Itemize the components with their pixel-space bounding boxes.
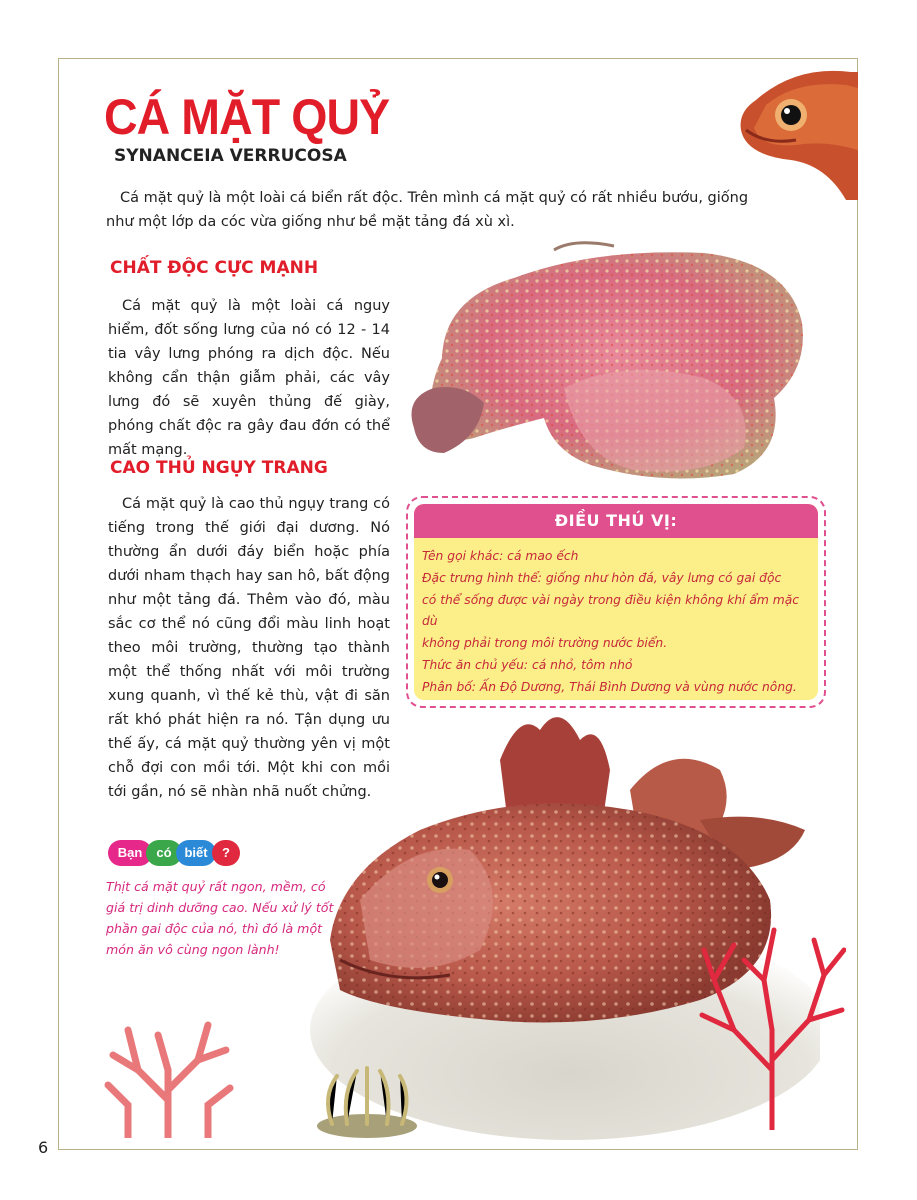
question-mark-icon: ? xyxy=(212,840,240,866)
fact-line: Phân bố: Ấn Độ Dương, Thái Bình Dương và vùng nước nông. xyxy=(422,679,797,694)
stonefish-image-top xyxy=(404,238,808,484)
badge-word: có xyxy=(146,840,182,866)
section-text-camouflage: Cá mặt quỷ là cao thủ ngụy trang có tiếng trong thế giới đại dương. Nó thường ẩn dưới đáy biển hoặc phía dưới nham thạch hay san hô, bất động như một tảng đá. Thêm vào đó, màu sắc cơ thể nó cũng đổi màu linh hoạt theo môi trường, thường tạo thành một thể thống nhất với môi trường xung quanh, vì thế kẻ thù, vật đi săn rất khó phát hiện ra nó. Tận dụng ưu thế ấy, cá mặt quỷ thường yên vị một chỗ đợi con mồi tới. Một khi con mồi tới gần, nó sẽ nhàn nhã nuốt chửng. xyxy=(108,496,390,800)
coral-right-image xyxy=(694,920,846,1130)
section-heading-venom: CHẤT ĐỘC CỰC MẠNH xyxy=(110,258,319,278)
fish-head-image xyxy=(736,60,858,200)
fact-line: Thức ăn chủ yếu: cá nhỏ, tôm nhỏ xyxy=(422,657,633,672)
fact-box-title: ĐIỀU THÚ VỊ: xyxy=(414,504,818,538)
did-you-know-badge xyxy=(108,840,248,870)
section-text-venom: Cá mặt quỷ là một loài cá nguy hiểm, đốt sống lưng của nó có 12 - 14 tia vây lưng phóng ra dịch độc. Nếu không cẩn thận giẫm phải, các vây lưng đó sẽ xuyên thủng đế giày, phóng chất độc ra gây đau đớn có thể mất mạng. xyxy=(108,298,390,458)
did-you-know-text: Thịt cá mặt quỷ rất ngon, mềm, có giá trị dinh dưỡng cao. Nếu xử lý tốt phần gai độc của nó, thì đó là một món ăn vô cùng ngon lành! xyxy=(106,879,334,957)
badge-word: Bạn xyxy=(108,840,152,866)
fact-box-panel xyxy=(414,504,818,700)
fact-list xyxy=(414,538,818,699)
intro-paragraph: Cá mặt quỷ là một loài cá biển rất độc. Trên mình cá mặt quỷ có rất nhiều bướu, giống như một lớp da cóc vừa giống như bề mặt tảng đá xù xì. xyxy=(106,190,749,230)
fact-line: Tên gọi khác: cá mao ếch xyxy=(422,549,579,563)
scientific-name: SYNANCEIA VERRUCOSA xyxy=(114,146,347,166)
page-title: CÁ MẶT QUỶ xyxy=(104,89,390,145)
page-number: 6 xyxy=(38,1138,49,1157)
fact-box xyxy=(406,496,826,708)
badge-word: biết xyxy=(176,840,216,866)
fact-line: Đặc trưng hình thể: giống như hòn đá, vây lưng có gai độc xyxy=(422,570,782,585)
sea-anemone-image xyxy=(312,1066,422,1138)
coral-left-image xyxy=(98,1010,238,1138)
section-heading-camouflage: CAO THỦ NGỤY TRANG xyxy=(110,458,328,478)
fact-line: không phải trong môi trường nước biển. xyxy=(422,636,668,651)
fact-line: có thể sống được vài ngày trong điều kiện không khí ẩm mặc dù xyxy=(422,592,800,629)
